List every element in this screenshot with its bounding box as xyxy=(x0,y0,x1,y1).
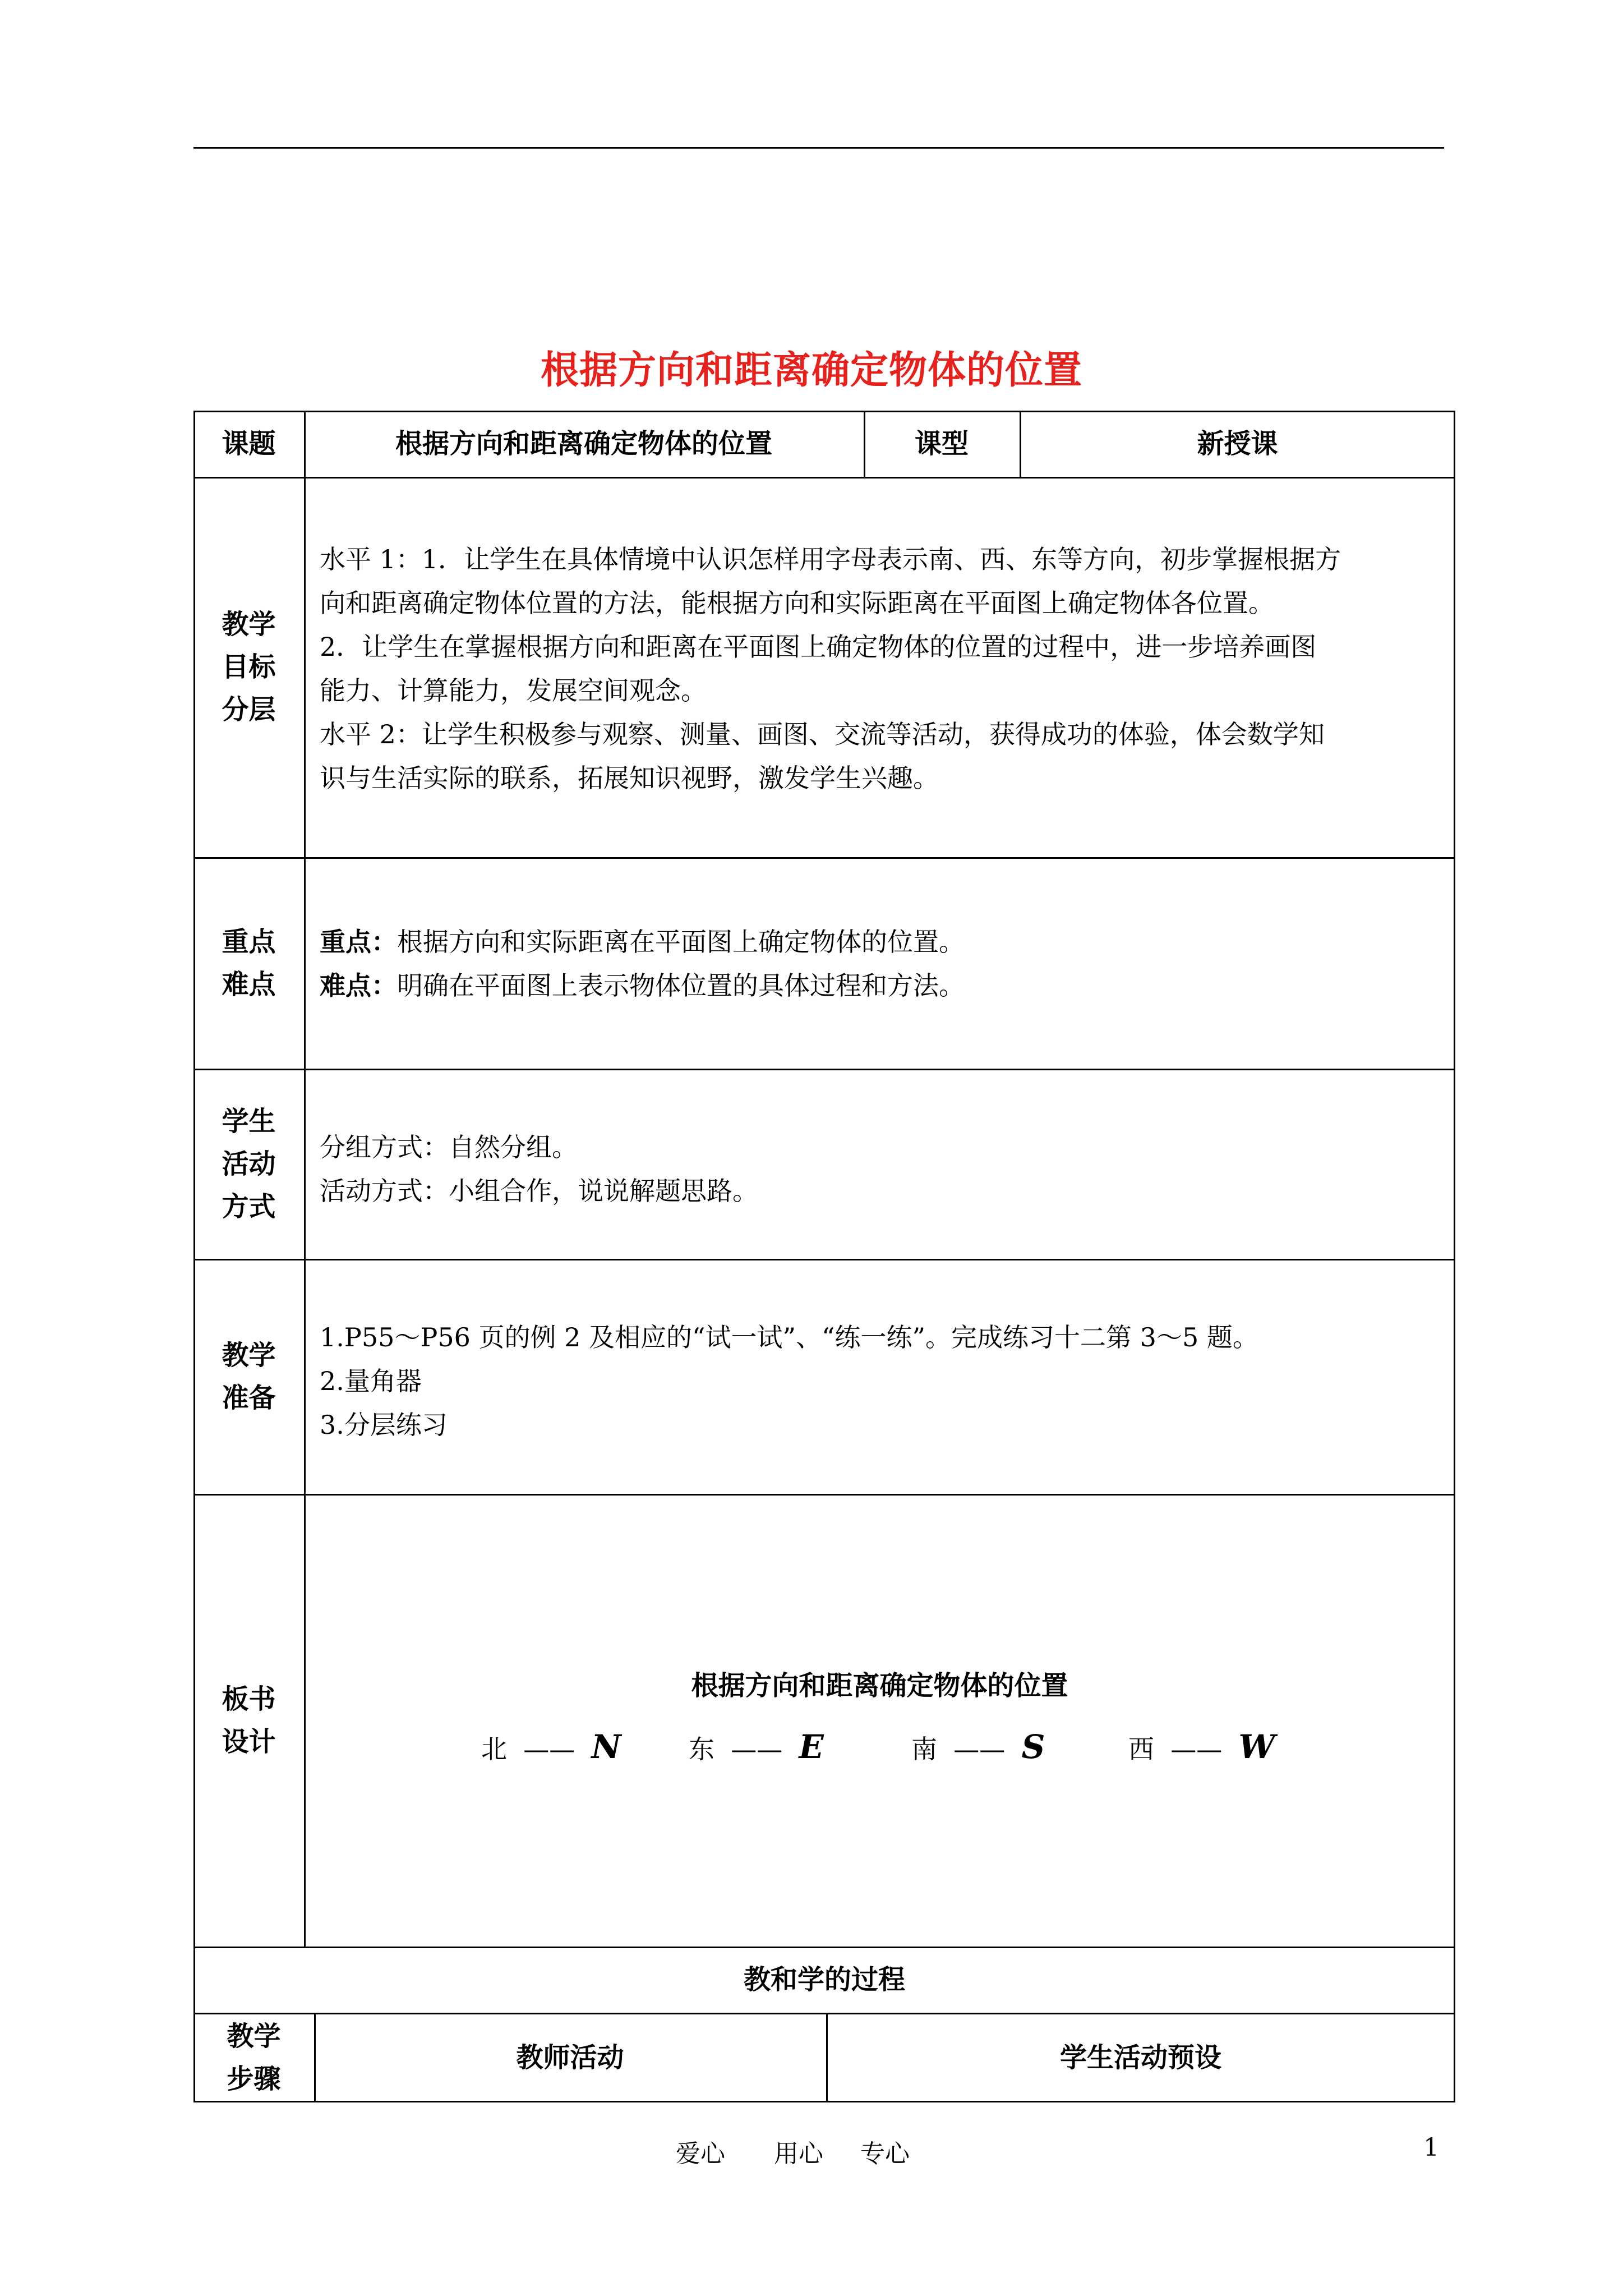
student-activity-line: 分组方式：自然分组。 xyxy=(320,1132,578,1162)
student-activity-label xyxy=(193,1069,304,1259)
key-point-label: 重点： xyxy=(320,927,397,957)
direction-dash: —— xyxy=(523,1734,575,1764)
step-label-line: 步骤 xyxy=(227,2063,281,2095)
topic-label: 课题 xyxy=(222,428,276,459)
key-point-line xyxy=(320,920,1447,964)
key-points-label xyxy=(193,857,304,1069)
key-point-text: 根据方向和实际距离在平面图上确定物体的位置。 xyxy=(397,927,965,957)
student-activity-line: 活动方式：小组合作，说说解题思路。 xyxy=(320,1176,758,1206)
key-points-text xyxy=(320,920,1447,1007)
footer-motto-2: 用心 xyxy=(774,2139,823,2168)
direction-cn: 西 xyxy=(1128,1734,1154,1764)
footer-motto-3: 专心 xyxy=(860,2139,910,2168)
difficult-point-label: 难点： xyxy=(320,970,397,1001)
row-divider xyxy=(193,1069,1455,1070)
step-label-line: 教学 xyxy=(227,2021,281,2052)
row-divider xyxy=(193,1494,1455,1496)
direction-dash: —— xyxy=(953,1734,1006,1764)
direction-dash: —— xyxy=(731,1734,783,1764)
direction-east xyxy=(689,1728,824,1766)
objectives-label-line: 分层 xyxy=(222,694,276,725)
student-activity-label-line: 活动 xyxy=(222,1148,276,1180)
board-design-label-line: 设计 xyxy=(222,1726,276,1757)
objectives-line: 向和距离确定物体位置的方法，能根据方向和实际距离在平面图上确定物体各位置。 xyxy=(320,588,1274,618)
student-activity-header: 学生活动预设 xyxy=(1059,2042,1221,2073)
footer-motto-1: 爱心 xyxy=(676,2139,725,2168)
board-design-title: 根据方向和距离确定物体的位置 xyxy=(691,1670,1068,1701)
direction-south xyxy=(911,1728,1045,1766)
row-divider xyxy=(193,477,1455,478)
direction-cn: 北 xyxy=(481,1734,507,1764)
direction-letter: E xyxy=(799,1728,824,1766)
direction-cn: 东 xyxy=(689,1734,714,1764)
teacher-activity-header: 教师活动 xyxy=(516,2042,624,2073)
lesson-type-label: 课型 xyxy=(914,428,969,459)
objectives-line: 水平 1：1．让学生在具体情境中认识怎样用字母表示南、西、东等方向，初步掌握根据方 xyxy=(320,544,1341,574)
student-activity-text xyxy=(320,1125,1447,1213)
board-design-label xyxy=(193,1494,304,1947)
preparation-line: 3.分层练习 xyxy=(320,1410,448,1440)
topic-value: 根据方向和距离确定物体的位置 xyxy=(395,428,772,459)
key-points-label-line: 重点 xyxy=(222,926,276,958)
board-design-label-line: 板书 xyxy=(222,1683,276,1715)
document-title: 根据方向和距离确定物体的位置 xyxy=(540,348,1082,393)
page-number: 1 xyxy=(1423,2133,1439,2162)
objectives-line: 识与生活实际的联系，拓展知识视野，激发学生兴趣。 xyxy=(320,763,939,793)
key-points-label-line: 难点 xyxy=(222,968,276,1000)
direction-west xyxy=(1128,1728,1275,1766)
objectives-line: 能力、计算能力，发展空间观念。 xyxy=(320,675,707,706)
direction-letter: S xyxy=(1021,1728,1045,1766)
objectives-line: 水平 2：让学生积极参与观察、测量、画图、交流等活动，获得成功的体验，体会数学知 xyxy=(320,719,1325,749)
preparation-label-line: 准备 xyxy=(222,1382,276,1414)
objectives-label xyxy=(193,477,304,857)
preparation-label-line: 教学 xyxy=(222,1339,276,1371)
preparation-line: 2.量角器 xyxy=(320,1366,422,1396)
row-divider xyxy=(193,1259,1455,1260)
objectives-line: 2．让学生在掌握根据方向和距离在平面图上确定物体的位置的过程中，进一步培养画图 xyxy=(320,632,1317,662)
preparation-line: 1.P55～P56 页的例 2 及相应的“试一试”、“练一练”。完成练习十二第 3～5 题。 xyxy=(320,1322,1258,1352)
difficult-point-line xyxy=(320,964,1447,1007)
label-column-divider xyxy=(304,411,306,1947)
direction-letter: N xyxy=(591,1728,621,1766)
objectives-text xyxy=(320,537,1447,800)
row-divider xyxy=(193,857,1455,859)
preparation-text xyxy=(320,1315,1447,1447)
preparation-label xyxy=(193,1259,304,1494)
header-rule xyxy=(193,147,1444,149)
student-activity-label-line: 学生 xyxy=(222,1105,276,1137)
student-activity-label-line: 方式 xyxy=(222,1190,276,1222)
step-label xyxy=(193,2013,314,2102)
direction-north xyxy=(481,1728,621,1766)
objectives-label-line: 目标 xyxy=(222,651,276,683)
direction-letter: W xyxy=(1238,1728,1275,1766)
objectives-label-line: 教学 xyxy=(222,609,276,640)
process-heading: 教和学的过程 xyxy=(743,1964,905,1995)
direction-dash: —— xyxy=(1170,1734,1223,1764)
lesson-type-value: 新授课 xyxy=(1197,428,1278,459)
difficult-point-text: 明确在平面图上表示物体位置的具体过程和方法。 xyxy=(397,970,965,1001)
direction-cn: 南 xyxy=(911,1734,937,1764)
